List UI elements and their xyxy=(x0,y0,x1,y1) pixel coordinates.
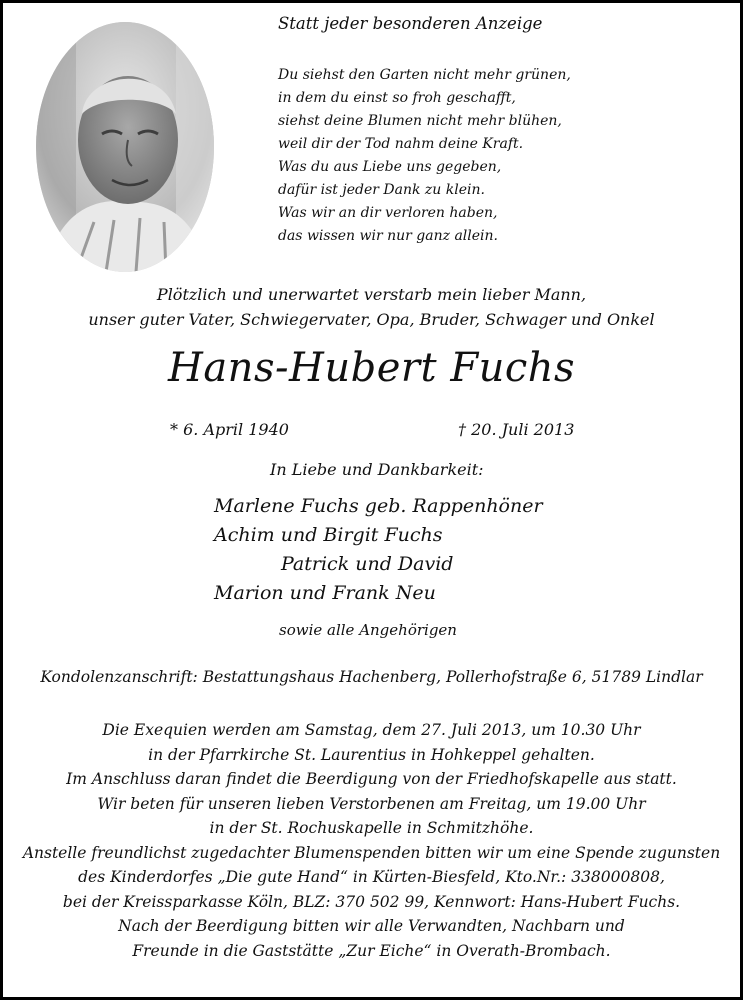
funeral-details xyxy=(0,718,743,963)
portrait-image xyxy=(36,22,214,272)
details-line: in der St. Rochuskapelle in Schmitzhöhe. xyxy=(209,819,534,837)
poem-line: in dem du einst so froh geschafft, xyxy=(278,90,516,106)
poem-line: Was du aus Liebe uns gegeben, xyxy=(278,159,502,175)
details-line: Anstelle freundlichst zugedachter Blumenspenden bitten wir um eine Spende zugunsten xyxy=(22,843,721,862)
poem-line: Du siehst den Garten nicht mehr grünen, xyxy=(278,67,571,83)
birth-date: * 6. April 1940 xyxy=(170,420,289,439)
mourner-list xyxy=(0,492,743,608)
condolence-address: Kondolenzanschrift: Bestattungshaus Hachenberg, Pollerhofstraße 6, 51789 Lindlar xyxy=(40,668,703,686)
portrait-photo xyxy=(36,22,214,272)
poem xyxy=(278,64,571,248)
mourners-intro: In Liebe und Dankbarkeit: xyxy=(270,460,484,479)
details-line: bei der Kreissparkasse Köln, BLZ: 370 502 99, Kennwort: Hans-Hubert Fuchs. xyxy=(62,892,681,911)
poem-line: das wissen wir nur ganz allein. xyxy=(278,228,498,244)
details-line: in der Pfarrkirche St. Laurentius in Hohkeppel gehalten. xyxy=(148,745,595,764)
announcement-line: unser guter Vater, Schwiegervater, Opa, Bruder, Schwager und Onkel xyxy=(88,310,655,329)
mourner-name: Patrick und David xyxy=(281,553,454,575)
details-line: Nach der Beerdigung bitten wir alle Verwandten, Nachbarn und xyxy=(118,917,625,935)
details-line: Die Exequien werden am Samstag, dem 27. Juli 2013, um 10.30 Uhr xyxy=(102,721,641,739)
mourner-name: Marlene Fuchs geb. Rappenhöner xyxy=(214,495,543,517)
deceased-name: Hans-Hubert Fuchs xyxy=(167,345,576,391)
headline: Statt jeder besonderen Anzeige xyxy=(278,14,543,33)
poem-line: dafür ist jeder Dank zu klein. xyxy=(278,182,485,198)
poem-line: Was wir an dir verloren haben, xyxy=(278,205,498,221)
poem-line: siehst deine Blumen nicht mehr blühen, xyxy=(278,113,562,129)
details-line: Freunde in die Gaststätte „Zur Eiche“ in Overath-Brombach. xyxy=(132,941,611,960)
details-line: des Kinderdorfes „Die gute Hand“ in Kürten-Biesfeld, Kto.Nr.: 338000808, xyxy=(78,868,665,886)
death-date: † 20. Juli 2013 xyxy=(458,420,575,439)
poem-line: weil dir der Tod nahm deine Kraft. xyxy=(278,136,524,152)
details-line: Wir beten für unseren lieben Verstorbenen am Freitag, um 19.00 Uhr xyxy=(97,794,646,813)
details-line: Im Anschluss daran findet die Beerdigung von der Friedhofskapelle aus statt. xyxy=(66,770,677,788)
mourner-name: Marion und Frank Neu xyxy=(214,582,436,604)
announcement-line: Plötzlich und unerwartet verstarb mein lieber Mann, xyxy=(156,285,587,304)
death-announcement xyxy=(0,282,743,332)
other-relatives: sowie alle Angehörigen xyxy=(279,621,457,639)
mourner-name: Achim und Birgit Fuchs xyxy=(214,524,443,546)
